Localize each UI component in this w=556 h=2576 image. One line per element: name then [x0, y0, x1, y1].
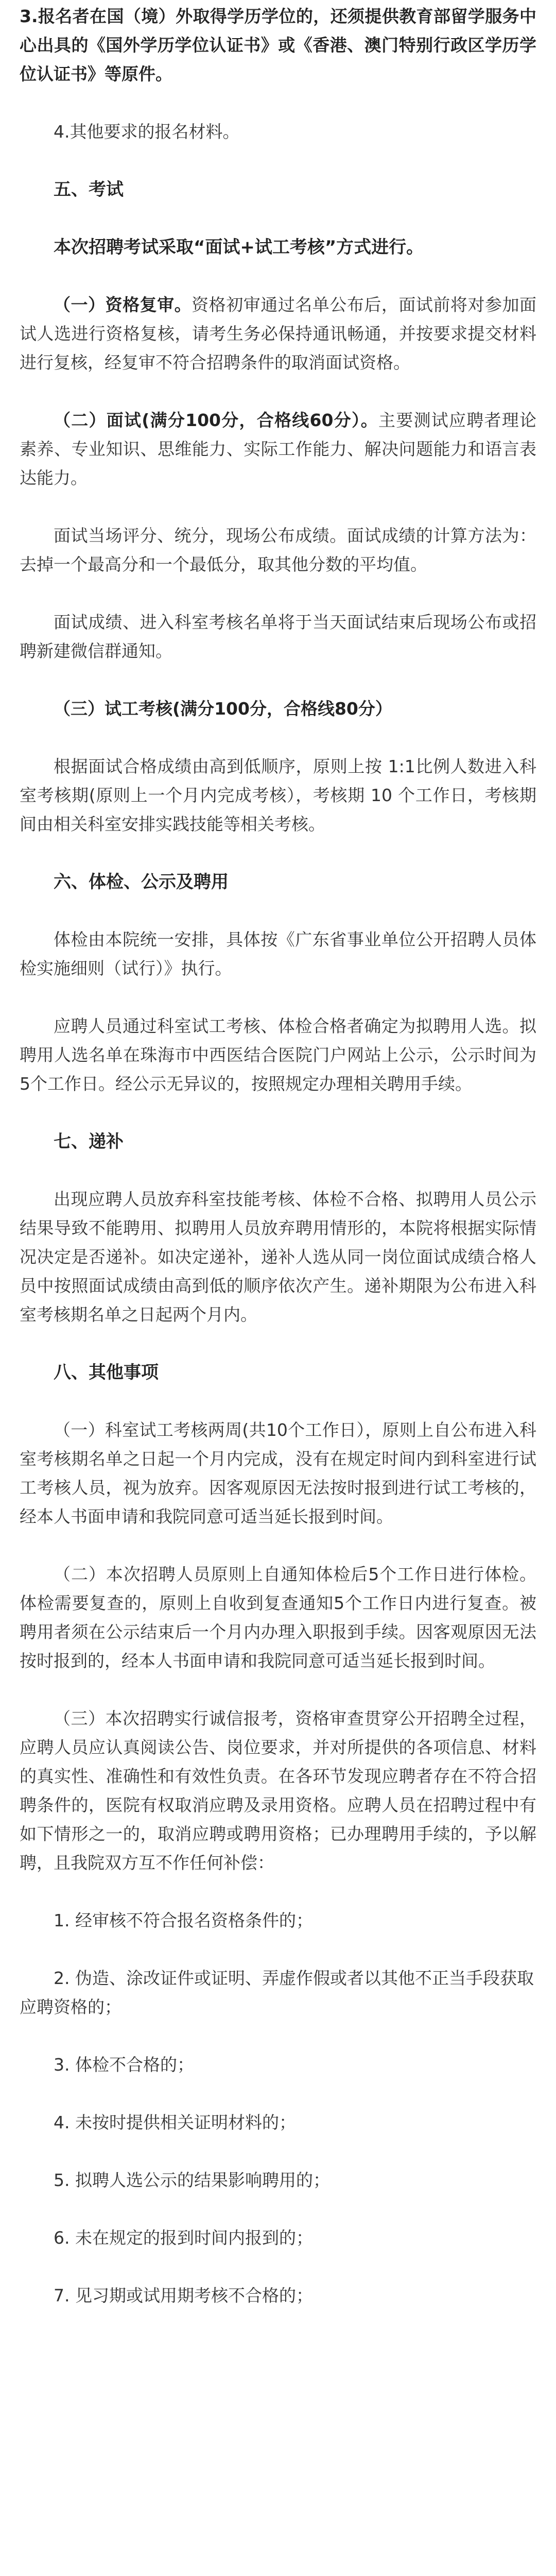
paragraph: [20, 694, 536, 723]
list-item: 1. 经审核不符合报名资格条件的；: [54, 1910, 313, 1930]
paragraph-text: 面试成绩、进入科室考核名单将于当天面试结束后现场公布或招聘新建微信群通知。: [20, 612, 536, 661]
paragraph-text: 出现应聘人员放弃科室技能考核、体检不合格、拟聘用人员公示结果导致不能聘用、拟聘用人员放弃聘用情形的，本院将根据实际情况决定是否递补。如决定递补，递补人选从同一岗位面试成绩合格人员中按照面试成绩由高到低的顺序依次产生。递补期限为公布进入科室考核期名单之日起两个月内。: [20, 1189, 536, 1325]
section-heading: 本次招聘考试采取“面试+试工考核”方式进行。: [54, 237, 424, 258]
paragraph: [20, 608, 536, 666]
paragraph-text: 根据面试合格成绩由高到低顺序，原则上按 1:1比例人数进入科室考核期(原则上一个月内完成考核），考核期 10 个工作日，考核期间由相关科室安排实践技能等相关考核。: [20, 756, 536, 834]
paragraph: [20, 291, 536, 377]
paragraph: [20, 1416, 536, 1531]
paragraph-text: （三）本次招聘实行诚信报考，资格审查贯穿公开招聘全过程，应聘人员应认真阅读公告、岗位要求，并对所提供的各项信息、材料的真实性、准确性和有效性负责。在各环节发现应聘者存在不符合招聘条件的，医院有权取消应聘及录用资格。应聘人员在招聘过程中有如下情形之一的，取消应聘或聘用资格；已办理聘用手续的，予以解聘，且我院双方互不作任何补偿：: [20, 1708, 536, 1873]
paragraph-text: （二）本次招聘人员原则上自通知体检后5个工作日进行体检。体检需要复查的，原则上自收到复查通知5个工作日内进行复查。被聘用者须在公示结束后一个月内办理入职报到手续。因客观原因无法按时报到的，经本人书面申请和我院同意可适当延长报到时间。: [20, 1564, 536, 1671]
list-item: 4. 未按时提供相关证明材料的；: [54, 2112, 296, 2132]
paragraph-text: （一）科室试工考核两周(共10个工作日），原则上自公布进入科室考核期名单之日起一个月内完成，没有在规定时间内到科室进行试工考核人员，视为放弃。因客观原因无法按时报到进行试工考核的，经本人书面申请和我院同意可适当延长报到时间。: [20, 1420, 536, 1527]
list-item: 7. 见习期或试用期考核不合格的；: [54, 2285, 313, 2306]
paragraph-text: 应聘人员通过科室试工考核、体检合格者确定为拟聘用人选。拟聘用人选名单在珠海市中西医结合医院门户网站上公示，公示时间为5个工作日。经公示无异议的，按照规定办理相关聘用手续。: [20, 1016, 536, 1094]
section-heading: 八、其他事项: [54, 1362, 159, 1383]
paragraph-lead: 3.报名者在国（境）外取得学历学位的，还须提供教育部留学服务中心出具的《国外学历学位认证书》或《香港、澳门特别行政区学历学位认证书》等原件。: [20, 6, 536, 84]
paragraph: [20, 521, 536, 579]
paragraph-lead: （二）面试(满分100分，合格线60分）。: [54, 410, 378, 430]
section-heading: 六、体检、公示及聘用: [54, 872, 229, 892]
paragraph: [20, 1560, 536, 1675]
section-heading: 七、递补: [54, 1131, 124, 1152]
paragraph-text: 4.其他要求的报名材料。: [54, 122, 240, 142]
paragraph-text: 体检由本院统一安排，具体按《广东省事业单位公开招聘人员体检实施细则（试行）》执行。: [20, 929, 536, 978]
paragraph: [20, 406, 536, 493]
list-item: 5. 拟聘人选公示的结果影响聘用的；: [54, 2170, 330, 2190]
paragraph-lead: （一）资格复审。: [54, 295, 192, 315]
paragraph-text: 面试当场评分、统分，现场公布成绩。面试成绩的计算方法为：去掉一个最高分和一个最低分，取其他分数的平均值。: [20, 526, 536, 574]
paragraph: [20, 1185, 536, 1329]
paragraph: [20, 752, 536, 839]
list-item: 6. 未在规定的报到时间内报到的；: [54, 2228, 313, 2248]
section-heading: 五、考试: [54, 179, 124, 200]
paragraph: [20, 1012, 536, 1098]
list-item: 2. 伪造、涂改证件或证明、弄虚作假或者以其他不正当手段获取应聘资格的；: [20, 1968, 534, 2017]
paragraph: [20, 117, 536, 146]
paragraph: [20, 925, 536, 983]
paragraph: [20, 1704, 536, 1877]
paragraph-lead: （三）试工考核(满分100分，合格线80分）: [54, 699, 392, 719]
paragraph: [20, 2, 536, 89]
list-item: 3. 体检不合格的；: [54, 2055, 194, 2075]
paragraph-text: 主要测试应聘者理论素养、专业知识、思维能力、实际工作能力、解决问题能力和语言表达能力。: [20, 410, 537, 488]
paragraph-text: 资格初审通过名单公布后，面试前将对参加面试人选进行资格复核，请考生务必保持通讯畅通，并按要求提交材料进行复核，经复审不符合招聘条件的取消面试资格。: [20, 295, 537, 372]
